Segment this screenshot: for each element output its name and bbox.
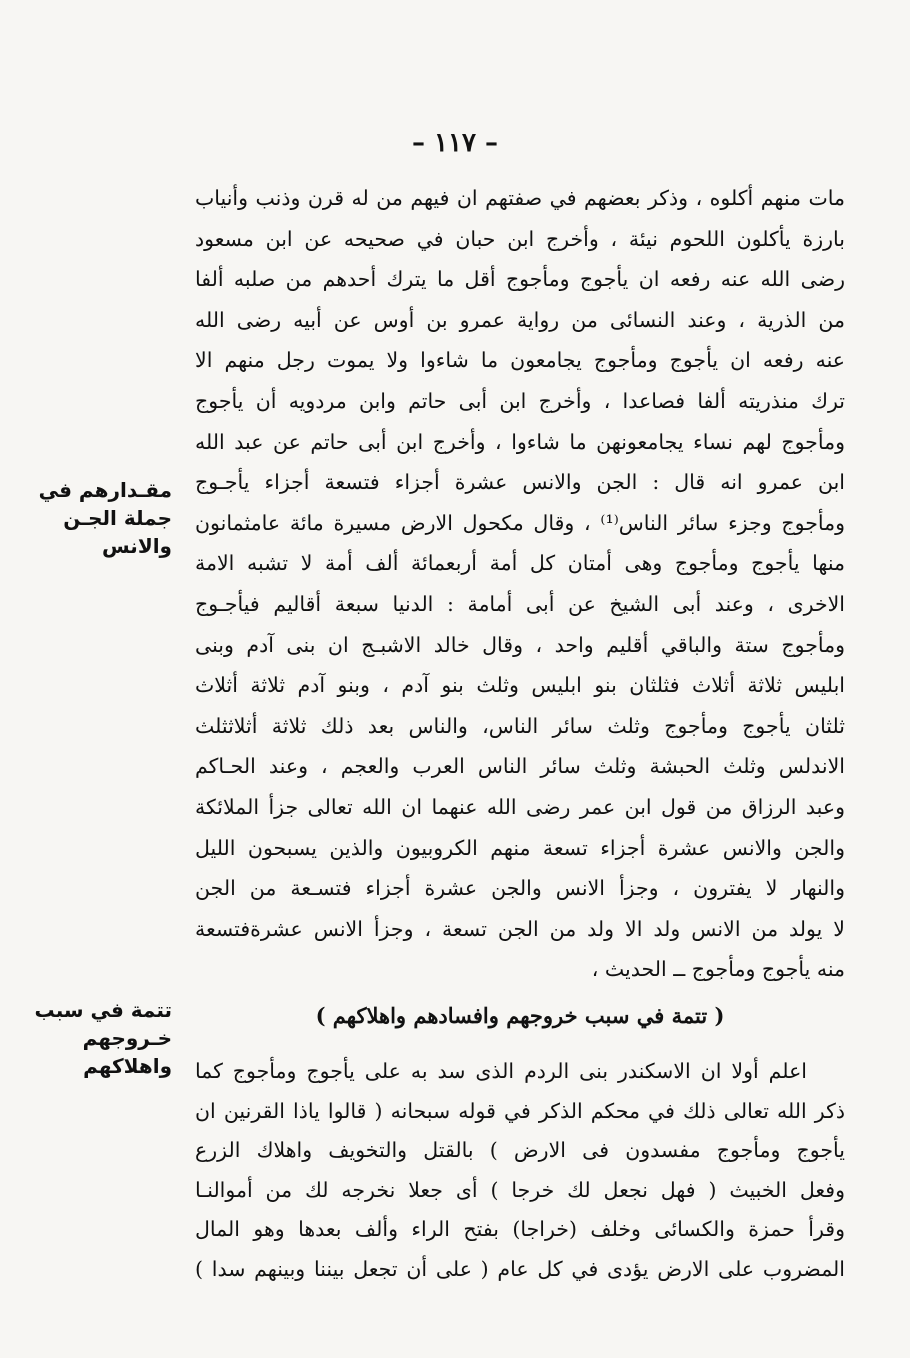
page-number: – ١١٧ – — [411, 128, 499, 158]
text-line: عنه رفعه ان يأجوج ومأجوج يجامعون ما شاءوا ولا يموت رجل منهم الا — [195, 348, 845, 373]
margin-note-line: تتمة في سبب — [34, 998, 172, 1022]
text-line: ومأجوج ستة والباقي أقليم واحد ، وقال خالد الاشبـج ان بنى آدم وبنى — [195, 632, 845, 657]
section-heading: ( تتمة في سبب خروجهم وافسادهم واهلاكهم ) — [315, 1003, 725, 1028]
text-line: اعلم أولا ان الاسكندر بنى الردم الذى سد به على يأجوج ومأجوج كما — [195, 1059, 807, 1083]
main-text-section-2 — [195, 1052, 845, 1289]
text-line: وفعل الخبيث ( فهل نجعل لك خرجا ) أى جعلا نخرجه لك من أموالنـا — [195, 1177, 845, 1202]
text-line: وعبد الرزاق من قول ابن عمر رضى الله عنهما ان الله تعالى جزأ الملائكة — [195, 794, 845, 819]
text-line: ترك منذريته ألفا فصاعدا ، وأخرج ابن أبى حاتم وابن مردويه أن يأجوج — [195, 388, 845, 413]
text-line: وقرأ حمزة والكسائى وخلف (خراجا) بفتح الراء وألف بعدها وهو المال — [195, 1217, 845, 1241]
text-line: ثلثان يأجوج ومأجوج وثلث سائر الناس، والناس بعد ذلك ثلاثة أثلاثثلث — [195, 713, 845, 738]
margin-note-line: واهلاكهم — [83, 1054, 172, 1078]
text-line: الاندلس وثلث الحبشة وثلث سائر الناس العرب والعجم ، وعند الحـاكم — [195, 754, 845, 779]
margin-note-line: والانس — [102, 534, 172, 558]
text-line: منها يأجوج ومأجوج وهى أمتان كل أمة أربعمائة ألف أمة لا تشبه الامة — [195, 551, 845, 576]
text-line: ابن عمرو انه قال : الجن والانس عشرة أجزاء فتسعة أجزاء يأجـوج — [195, 470, 845, 495]
text-line: ومأجوج وجزء سائر الناس⁽¹⁾ ، وقال مكحول الارض مسيرة مائة عامثمانون — [195, 510, 845, 535]
text-line: لا يولد من الانس ولد الا ولد من الجن تسعة ، وجزأ الانس عشرةفتسعة — [195, 916, 845, 941]
text-line: والنهار لا يفترون ، وجزأ الانس والجن عشرة أجزاء فتسـعة من الجن — [195, 876, 845, 901]
text-line: المضروب على الارض يؤدى في كل عام ( على أن تجعل بيننا وبينهم سدا ) — [195, 1256, 845, 1281]
text-line: من الذرية ، وعند النسائى من رواية عمرو بن أوس عن أبيه رضى الله — [195, 307, 845, 332]
text-line: الاخرى ، وعند أبى الشيخ عن أبى أمامة : الدنيا سبعة أقاليم فيأجـوج — [195, 591, 845, 616]
text-line: رضى الله عنه رفعه ان يأجوج ومأجوج أقل ما يترك أحدهم من صلبه ألفا — [195, 267, 845, 292]
margin-note-line: مقـدارهم في — [38, 478, 172, 502]
main-text-section-1 — [195, 178, 845, 990]
text-line: منه يأجوج ومأجوج ــ الحديث ، — [591, 957, 845, 982]
margin-note-line: خـروجهم — [82, 1026, 172, 1050]
text-line: مات منهم أكلوه ، وذكر بعضهم في صفتهم ان فيهم من له قرن وذنب وأنياب — [195, 186, 845, 210]
text-line: ابليس ثلاثة أثلاث فثلثان بنو ابليس وثلث بنو آدم ، وبنو آدم ثلاثة أثلاث — [195, 673, 845, 698]
margin-note-line: جملة الجـن — [63, 506, 172, 530]
margin-note-appendix — [22, 996, 172, 1080]
text-line: يأجوج ومأجوج مفسدون فى الارض ) بالقتل والتخويف واهلاك الزرع — [195, 1138, 845, 1162]
text-line: ذكر الله تعالى ذلك في محكم الذكر في قوله سبحانه ( قالوا ياذا القرنين ان — [195, 1098, 845, 1123]
text-line: ومأجوج لهم نساء يجامعونهن ما شاءوا ، وأخرج ابن أبى حاتم عن عبد الله — [195, 429, 845, 454]
margin-note-population — [22, 476, 172, 560]
text-line: والجن والانس عشرة أجزاء تسعة منهم الكروبيون والذين يسبحون الليل — [195, 835, 845, 860]
text-line: بارزة يأكلون اللحوم نيئة ، وأخرج ابن حبان في صحيحه عن ابن مسعود — [195, 226, 845, 251]
